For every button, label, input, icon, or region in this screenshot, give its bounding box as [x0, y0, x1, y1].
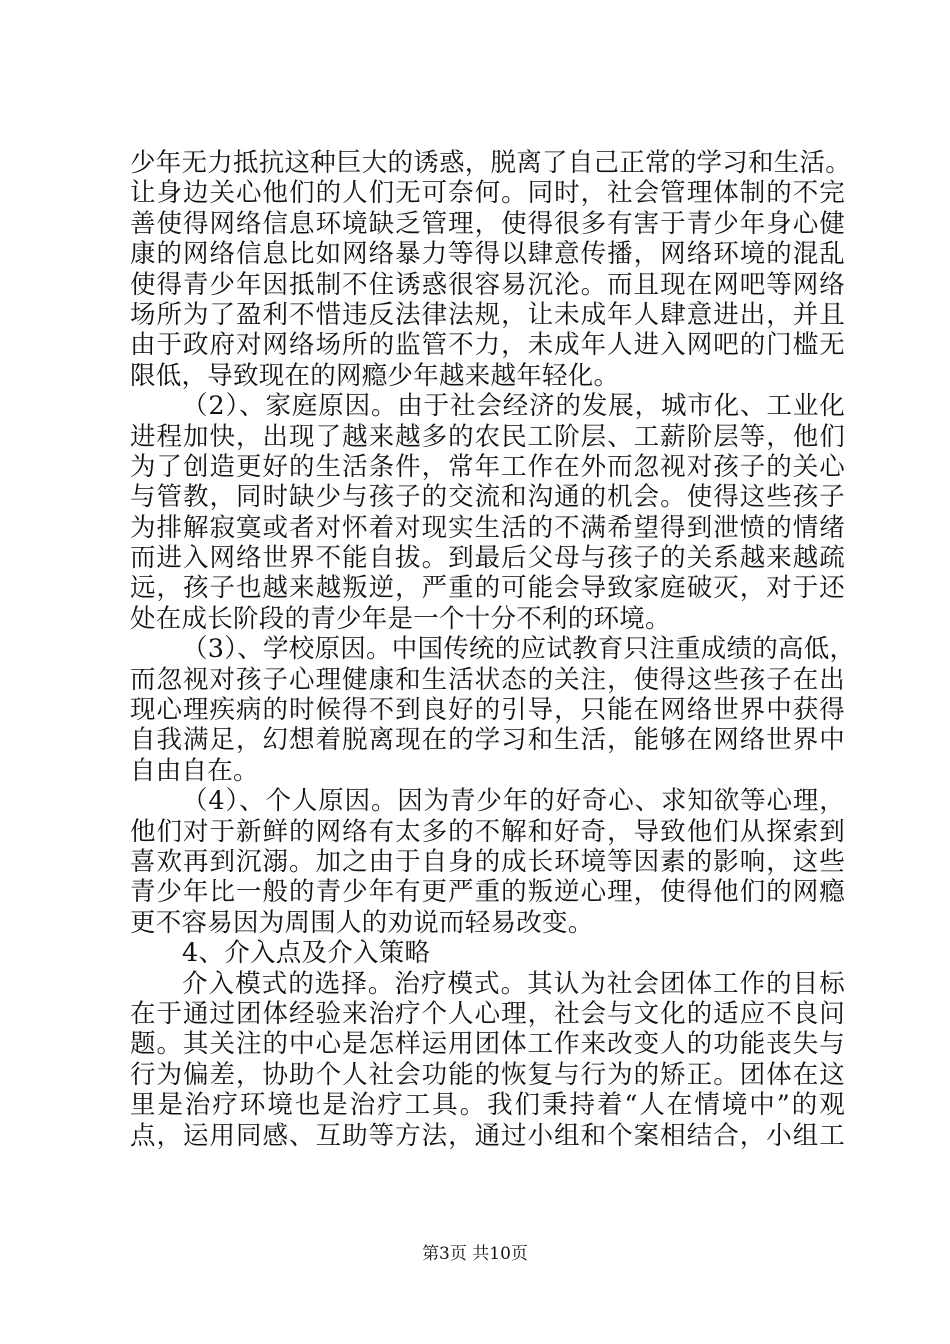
text-line: 喜欢再到沉溺。加之由于自身的成长环境等因素的影响，这些: [130, 846, 845, 877]
document-body: [130, 148, 856, 1151]
text-line: 现心理疾病的时候得不到良好的引导，只能在网络世界中获得: [130, 695, 845, 726]
text-line: 里是治疗环境也是治疗工具。我们秉持着“人在情境中”的观: [130, 1090, 845, 1121]
text-line: 进程加快，出现了越来越多的农民工阶层、工薪阶层等，他们: [130, 421, 845, 452]
text-line: 行为偏差，协助个人社会功能的恢复与行为的矫正。团体在这: [130, 1059, 845, 1090]
text-line: 让身边关心他们的人们无可奈何。同时，社会管理体制的不完: [130, 178, 845, 209]
text-line: 使得青少年因抵制不住诱惑很容易沉沦。而且现在网吧等网络: [130, 269, 845, 300]
text-line: 4、介入点及介入策略: [182, 938, 431, 969]
text-line: 为排解寂寞或者对怀着对现实生活的不满希望得到泄愤的情绪: [130, 512, 845, 543]
text-line: 远，孩子也越来越叛逆，严重的可能会导致家庭破灭，对于还: [130, 573, 845, 604]
text-line: 介入模式的选择。治疗模式。其认为社会团体工作的目标: [182, 968, 845, 999]
text-line: 而忽视对孩子心理健康和生活状态的关注，使得这些孩子在出: [130, 664, 845, 695]
text-line: 少年无力抵抗这种巨大的诱惑，脱离了自己正常的学习和生活。: [130, 148, 852, 178]
text-line: 善使得网络信息环境缺乏管理，使得很多有害于青少年身心健: [130, 208, 845, 239]
text-line: 限低，导致现在的网瘾少年越来越年轻化。: [130, 360, 620, 391]
text-line: 自我满足，幻想着脱离现在的学习和生活，能够在网络世界中: [130, 725, 845, 756]
text-line: （2）、家庭原因。由于社会经济的发展，城市化、工业化: [182, 391, 845, 422]
text-line: 点，运用同感、互助等方法，通过小组和个案相结合，小组工: [130, 1120, 845, 1151]
text-line: 康的网络信息比如网络暴力等得以肆意传播，网络环境的混乱: [130, 239, 845, 270]
text-line: 更不容易因为周围人的劝说而轻易改变。: [130, 907, 594, 938]
text-line: （4）、个人原因。因为青少年的好奇心、求知欲等心理，: [182, 786, 845, 817]
text-line: 在于通过团体经验来治疗个人心理，社会与文化的适应不良问: [130, 998, 845, 1029]
text-line: 而进入网络世界不能自拔。到最后父母与孩子的关系越来越疏: [130, 543, 845, 574]
text-line: （3）、学校原因。中国传统的应试教育只注重成绩的高低，: [182, 634, 856, 665]
text-line: 自由自在。: [130, 755, 259, 786]
text-line: 他们对于新鲜的网络有太多的不解和好奇，导致他们从探索到: [130, 816, 845, 847]
text-line: 场所为了盈利不惜违反法律法规，让未成年人肆意进出，并且: [130, 299, 845, 330]
text-line: 题。其关注的中心是怎样运用团体工作来改变人的功能丧失与: [130, 1029, 845, 1060]
text-line: 处在成长阶段的青少年是一个十分不利的环境。: [130, 603, 671, 634]
text-line: 与管教，同时缺少与孩子的交流和沟通的机会。使得这些孩子: [130, 482, 845, 513]
text-line: 由于政府对网络场所的监管不力，未成年人进入网吧的门槛无: [130, 330, 845, 361]
text-line: 为了创造更好的生活条件，常年工作在外而忽视对孩子的关心: [130, 451, 845, 482]
text-line: 青少年比一般的青少年有更严重的叛逆心理，使得他们的网瘾: [130, 877, 845, 908]
page-footer: 第3页 共10页: [422, 1244, 528, 1264]
